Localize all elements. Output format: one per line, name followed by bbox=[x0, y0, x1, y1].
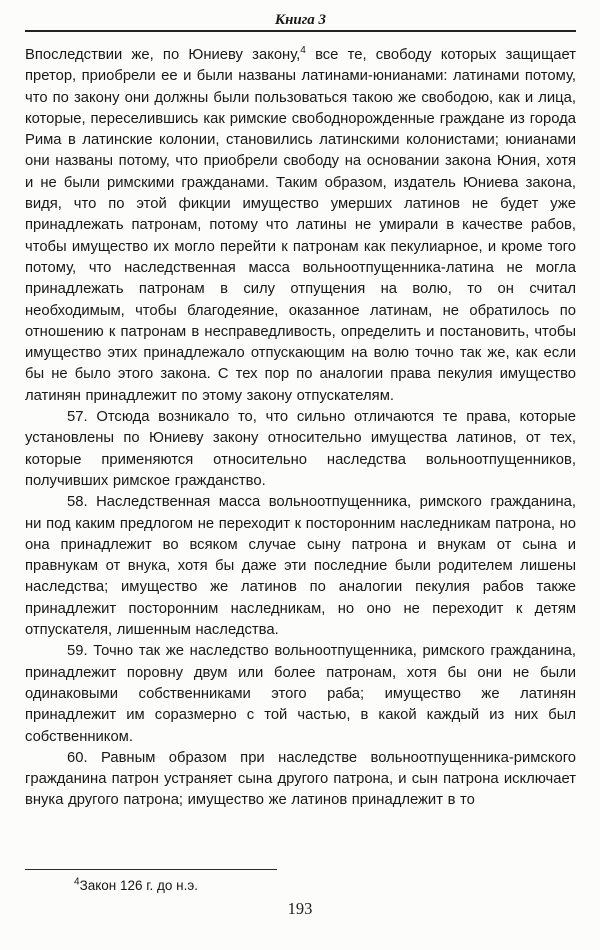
paragraph-60 bbox=[25, 748, 576, 812]
paragraph-text: все те, свободу которых защищает претор, приобрели ее и были названы латинами-юнианами: латинами потому, что по закону они должны были пользоваться такою же свободою, как и лица, которые, переселившись как римские свободнорожденные граждане из города Рима в латинские колонии, становились латинскими колонистами; юнианами они названы потому, что приобрели свободу на основании закона Юния, хотя и не были римскими гражданами. Таким образом, издатель Юниева закона, видя, что по этой фикции имущество умерших латинов не будет уже принадлежать патронам, потому что латины не умирали в качестве рабов, чтобы имущество их могло перейти к патронам как пекулиарное, и кроме того потому, что наследственная масса вольноотпущенника-латина не могла принадлежать патронам в силу отпущения на волю, то он считал необходимым, чтобы благодеяние, оказанное латинам, не обратилось по отношению к патронам в несправедливость, определить и постановить, чтобы имущество этих принадлежало отпускающим на волю точно так же, как если бы не было этого закона. С тех пор по аналогии права пекулия имущество латинян принадлежит по этому закону отпускателям. bbox=[25, 47, 576, 404]
paragraph-59 bbox=[25, 641, 576, 747]
footnote-separator bbox=[25, 869, 277, 870]
running-head bbox=[25, 12, 576, 32]
paragraph-57 bbox=[25, 407, 576, 492]
paragraph-number: 60. bbox=[67, 749, 88, 766]
page-number: 193 bbox=[287, 899, 313, 918]
paragraph-58 bbox=[25, 492, 576, 641]
chapter-title: Книга 3 bbox=[274, 12, 327, 28]
paragraph-text: Впоследствии же, по Юниеву закону, bbox=[25, 47, 301, 63]
paragraph-continuation bbox=[25, 45, 576, 407]
paragraph-text: Равным образом при наследстве вольноотпущенника-римского гражданина патрон устраняет сына другого патрона, и сын патрона исключает внука другого патрона; имущество же латинов принадлежит в то bbox=[25, 749, 576, 809]
paragraph-text: Наследственная масса вольноотпущенника, римского гражданина, ни под каким предлогом не переходит к посторонним наследникам патрона, но она принадлежит во всяком случае сыну патрона и внукам от сына и правнукам от внука, хотя бы даже эти последние были родителем лишены наследства; имущество же латинов по аналогии пекулия рабов также принадлежит посторонним наследникам, но оно не переходит к детям отпускателя, лишенным наследства. bbox=[25, 494, 576, 639]
paragraph-text: Точно так же наследство вольноотпущенника, римского гражданина, принадлежит поровну двум или более патронам, хотя бы они не были одинаковыми собственниками этого раба; имущество же латинян принадлежит им соразмерно с той частью, в какой каждый из них был собственником. bbox=[25, 643, 576, 745]
footnote-marker: 4 bbox=[74, 876, 80, 888]
page-content bbox=[25, 45, 576, 812]
paragraph-number: 58. bbox=[67, 494, 88, 511]
paragraph-text: Отсюда возникало то, что сильно отличаются те права, которые установлены по Юниеву закону относительно имущества латинов, от тех, которые применяются относительно наследства вольноотпущенников, получивших римское гражданство. bbox=[25, 409, 576, 489]
footnote-ref-superscript: 4 bbox=[300, 45, 306, 57]
paragraph-number: 59. bbox=[67, 643, 88, 660]
footnote-text: Закон 126 г. до н.э. bbox=[79, 878, 199, 893]
paragraph-number: 57. bbox=[67, 409, 88, 426]
footnote bbox=[74, 877, 198, 895]
